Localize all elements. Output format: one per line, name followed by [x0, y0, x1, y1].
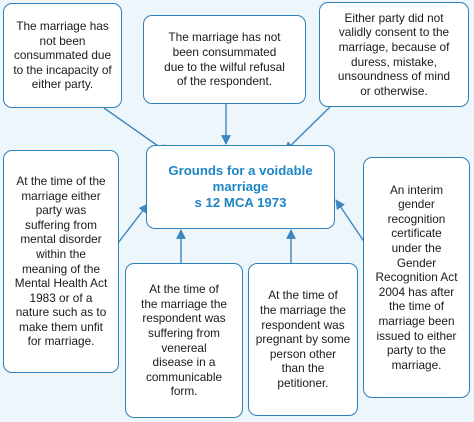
- box-wilful-refusal-text: The marriage has not been consummated due to the wilful refusal of the respondent.: [164, 30, 285, 89]
- central-topic-box: [146, 145, 335, 229]
- box-gender-certificate: [363, 157, 470, 398]
- arrow-mental-disorder: [118, 204, 148, 243]
- box-venereal-disease-text: At the time of the marriage the respondent was suffering from venereal disease in a communicable form.: [141, 282, 227, 399]
- box-pregnant: [248, 263, 358, 416]
- box-mental-disorder: [3, 150, 119, 373]
- central-topic-title: Grounds for a voidable marriage s 12 MCA 1973: [168, 163, 313, 210]
- box-venereal-disease: [125, 263, 243, 418]
- box-no-consent-text: Either party did not validly consent to the marriage, because of duress, mistake, unsoundness of mind or otherwise.: [337, 10, 451, 98]
- box-incapacity-text: The marriage has not been consummated due to the incapacity of either party.: [13, 19, 112, 92]
- box-incapacity: [3, 3, 122, 108]
- box-wilful-refusal: [143, 15, 306, 104]
- box-no-consent: [319, 2, 469, 107]
- box-gender-certificate-text: An interim gender recognition certificate under the Gender Recognition Act 2004 has after the time of marriage been issued to either party to the marriage.: [375, 182, 458, 372]
- box-pregnant-text: At the time of the marriage the respondent was pregnant by some person other than the petitioner.: [255, 288, 351, 390]
- arrow-gender-certificate: [336, 200, 365, 243]
- box-mental-disorder-text: At the time of the marriage either party was suffering from mental disorder within the meaning of the Mental Health Act 1983 or of a nature such as to make them unfit for marriage.: [14, 173, 108, 349]
